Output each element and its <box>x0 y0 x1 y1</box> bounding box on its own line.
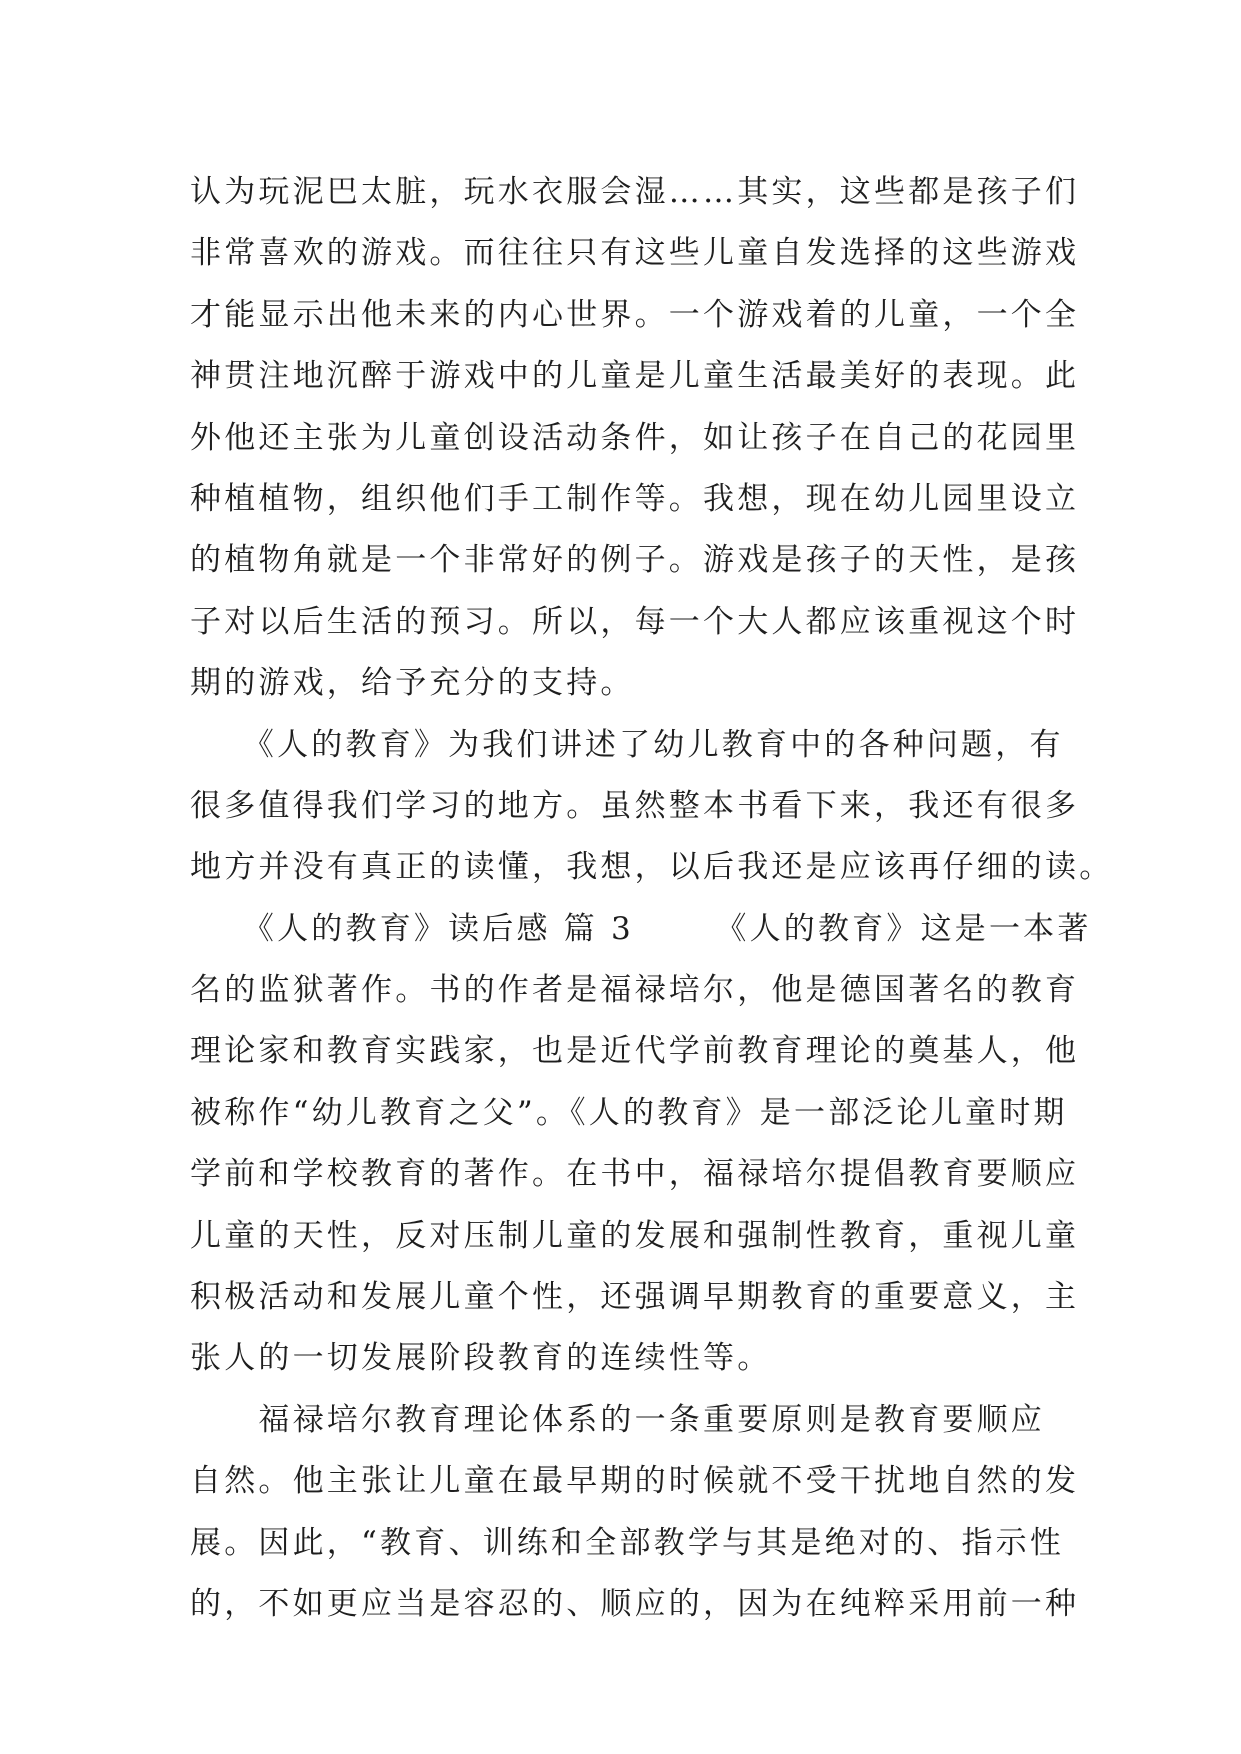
text-line: 名的监狱著作。书的作者是福禄培尔，他是德国著名的教育 <box>190 972 1080 1009</box>
text-line: 理论家和教育实践家，也是近代学前教育理论的奠基人，他 <box>190 1033 1080 1070</box>
text-line: 期的游戏，给予充分的支持。 <box>190 665 635 702</box>
text-line: 认为玩泥巴太脏，玩水衣服会湿……其实，这些都是孩子们 <box>190 174 1080 210</box>
text-line: 张人的一切发展阶段教育的连续性等。 <box>190 1340 772 1377</box>
text-line: 神贯注地沉醉于游戏中的儿童是儿童生活最美好的表现。此 <box>190 358 1080 395</box>
text-line: 《人的教育》读后感 篇 3 《人的教育》这是一本著 <box>190 910 1092 947</box>
text-line: 非常喜欢的游戏。而往往只有这些儿童自发选择的这些游戏 <box>190 235 1080 272</box>
text-line: 的植物角就是一个非常好的例子。游戏是孩子的天性，是孩 <box>190 542 1080 579</box>
text-line: 被称作“幼儿教育之父”。《人的教育》是一部泛论儿童时期 <box>190 1094 1068 1131</box>
text-line: 外他还主张为儿童创设活动条件，如让孩子在自己的花园里 <box>190 419 1080 456</box>
text-line: 学前和学校教育的著作。在书中，福禄培尔提倡教育要顺应 <box>190 1156 1080 1193</box>
body-text <box>190 162 1114 1635</box>
text-line: 地方并没有真正的读懂，我想，以后我还是应该再仔细的读。 <box>190 849 1114 886</box>
text-line: 子对以后生活的预习。所以，每一个大人都应该重视这个时 <box>190 603 1080 640</box>
text-line: 很多值得我们学习的地方。虽然整本书看下来，我还有很多 <box>190 787 1080 824</box>
text-line: 才能显示出他未来的内心世界。一个游戏着的儿童，一个全 <box>190 296 1080 333</box>
text-line: 福禄培尔教育理论体系的一条重要原则是教育要顺应 <box>190 1401 1045 1438</box>
text-line: 《人的教育》为我们讲述了幼儿教育中的各种问题，有 <box>190 726 1064 763</box>
text-line: 自然。他主张让儿童在最早期的时候就不受干扰地自然的发 <box>190 1463 1080 1500</box>
text-line: 种植植物，组织他们手工制作等。我想，现在幼儿园里设立 <box>190 480 1080 517</box>
text-line: 展。因此，“教育、训练和全部教学与其是绝对的、指示性 <box>190 1524 1065 1561</box>
text-line: 儿童的天性，反对压制儿童的发展和强制性教育，重视儿童 <box>190 1217 1080 1254</box>
text-line: 积极活动和发展儿童个性，还强调早期教育的重要意义，主 <box>190 1279 1080 1316</box>
text-line: 的，不如更应当是容忍的、顺应的，因为在纯粹采用前一种 <box>190 1585 1080 1622</box>
